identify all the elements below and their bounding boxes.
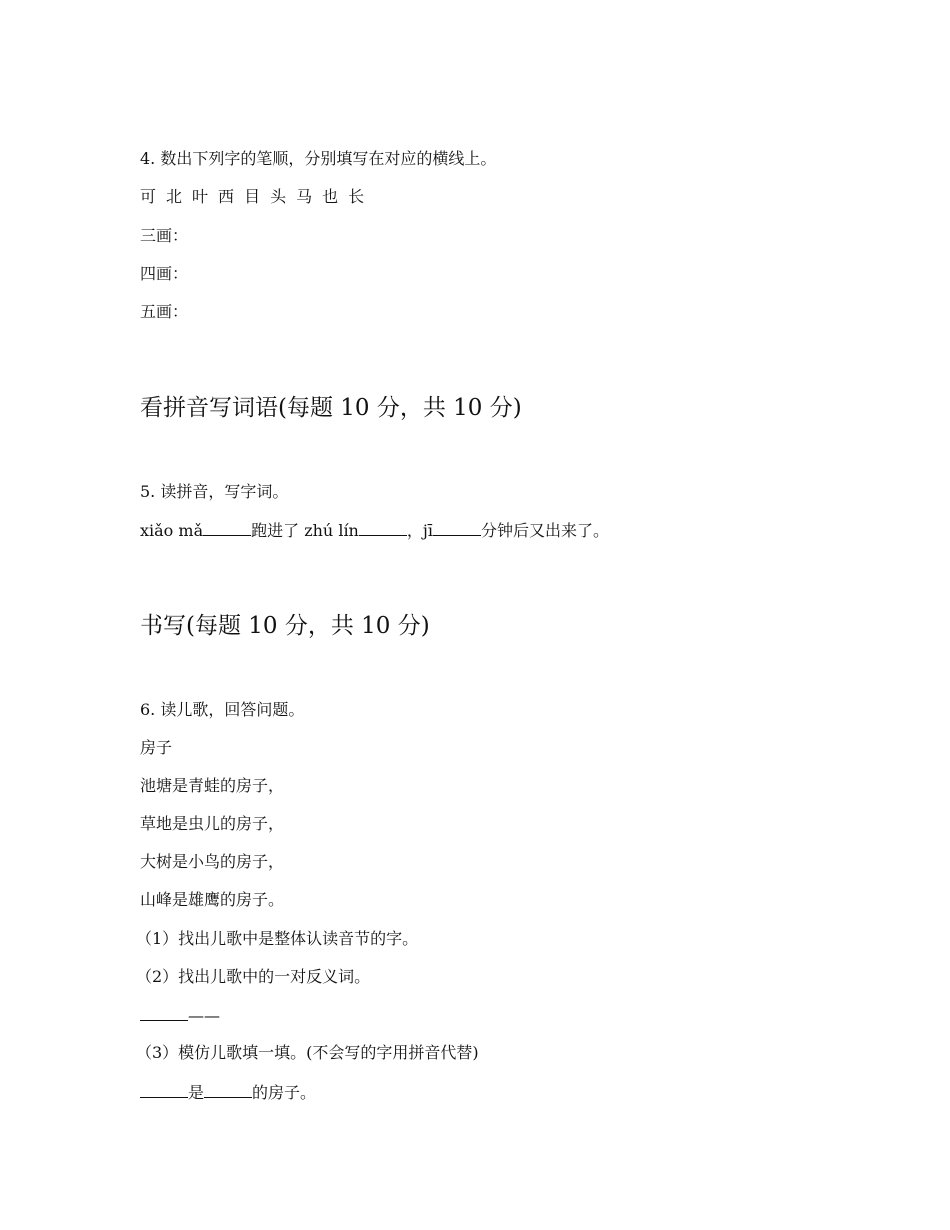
q5-part2: 跑进了 zhú lín [251,521,359,540]
poem-line: 山峰是雄鹰的房子。 [140,890,285,909]
answer-blank[interactable] [359,519,407,536]
q4-prompt: 4. 数出下列字的笔顺，分别填写在对应的横线上。 [140,149,497,168]
char-item: 长 [348,187,365,206]
char-item: 西 [218,187,235,206]
poem-title: 房子 [140,738,173,757]
answer-blank[interactable] [140,1004,188,1021]
answer-blank[interactable] [204,1081,252,1098]
char-item: 北 [166,187,183,206]
q6-sub2: （2）找出儿歌中的一对反义词。 [136,967,371,986]
char-item: 马 [296,187,313,206]
q5-prompt: 5. 读拼音，写字词。 [140,482,289,501]
three-strokes-label: 三画： [140,226,189,245]
q6-sub3-answer [140,1081,316,1104]
four-strokes-label: 四画： [140,264,189,283]
section-heading-writing: 书写(每题 10 分，共 10 分) [140,613,430,639]
antonym-separator: —— [188,1006,220,1025]
char-item: 头 [270,187,287,206]
answer-blank[interactable] [433,519,481,536]
char-item: 目 [244,187,261,206]
q6-sub1: （1）找出儿歌中是整体认读音节的字。 [136,929,419,948]
char-item: 可 [140,187,157,206]
poem-line: 草地是虫儿的房子， [140,814,285,833]
answer-blank[interactable] [203,519,251,536]
char-item: 也 [322,187,339,206]
five-strokes-label: 五画： [140,302,189,321]
poem-line: 大树是小鸟的房子， [140,852,285,871]
q5-sentence [140,519,609,542]
q6-sub2-answer [140,1004,220,1027]
answer-blank[interactable] [140,1081,188,1098]
sub3-mid-text: 是 [188,1083,205,1102]
q5-part3: ，jī [406,521,433,540]
q5-part1: xiǎo mǎ [140,521,204,540]
section-heading-pinyin: 看拼音写词语(每题 10 分，共 10 分) [140,395,522,421]
poem-line: 池塘是青蛙的房子， [140,776,285,795]
char-item: 叶 [192,187,209,206]
q6-prompt: 6. 读儿歌，回答问题。 [140,700,305,719]
q5-part4: 分钟后又出来了。 [480,521,609,540]
sub3-end-text: 的房子。 [252,1083,317,1102]
q6-sub3: （3）模仿儿歌填一填。(不会写的字用拼音代替) [136,1043,479,1062]
q4-char-list [140,186,374,208]
